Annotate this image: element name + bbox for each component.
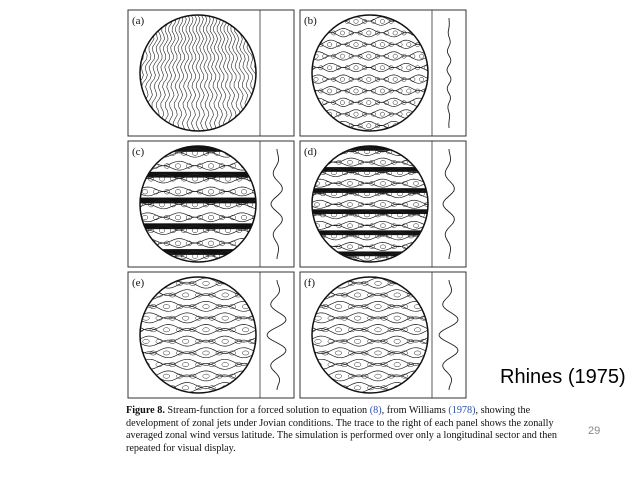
panel-frame <box>300 272 466 398</box>
panel-label: (d) <box>304 146 317 158</box>
side-label: Rhines (1975) <box>500 366 626 388</box>
figure-panel <box>128 141 294 267</box>
panel-label: (a) <box>132 15 145 27</box>
caption-text-2: , from Williams <box>381 405 449 416</box>
figure-panel <box>300 10 466 136</box>
caption-link-equation[interactable]: (8) <box>369 405 382 416</box>
panel-label: (e) <box>132 277 145 289</box>
sphere-outline <box>140 277 256 393</box>
stream-function-pattern <box>309 278 428 392</box>
caption-figure-label: Figure 8. <box>126 405 165 416</box>
zonal-wind-trace <box>271 149 282 259</box>
panel-label: (f) <box>304 277 315 289</box>
figure-panel <box>300 141 466 267</box>
caption-text-1: Stream-function for a forced solution to equation <box>164 405 370 416</box>
panel-frame <box>300 141 466 267</box>
caption-text-3: , showing the development of zonal jets under Jovian conditions. The trace to the right of each panel shows the zonally averaged zonal wind versus latitude. The simulation is performed over only a longitudinal sector and then repeated for visual display. <box>126 405 557 454</box>
panel-label: (c) <box>132 146 145 158</box>
stream-function-pattern <box>137 278 256 392</box>
page-number: 29 <box>588 425 601 437</box>
caption-link-williams[interactable]: (1978) <box>448 405 476 416</box>
sphere-outline <box>312 277 428 393</box>
panel-frame <box>128 272 294 398</box>
figure-panel <box>128 272 294 398</box>
zonal-wind-trace <box>439 280 458 390</box>
figure-panel <box>127 10 294 136</box>
zonal-wind-trace <box>267 280 286 390</box>
figure-panel <box>300 272 466 398</box>
panel-label: (b) <box>304 15 317 27</box>
panel-frame <box>300 10 466 136</box>
stream-function-pattern <box>127 15 268 131</box>
figure-caption <box>126 405 566 455</box>
zonal-wind-trace <box>443 149 454 259</box>
zonal-wind-trace <box>447 18 451 128</box>
